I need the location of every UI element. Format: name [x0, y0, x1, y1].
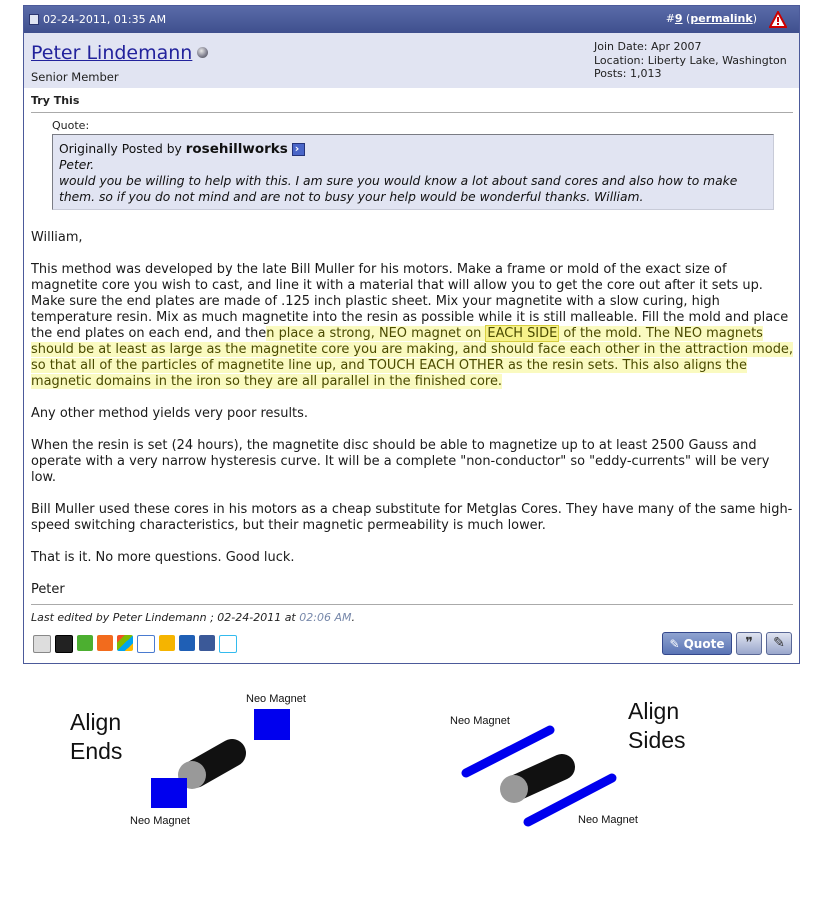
post-icon: [29, 14, 39, 25]
magnet-alignment-diagram: [0, 670, 819, 900]
quote-box: [52, 134, 774, 210]
highlight-each-side: EACH SIDE: [487, 326, 558, 341]
permalink-link[interactable]: permalink: [690, 12, 753, 25]
greeting: William,: [31, 230, 83, 245]
digg-icon[interactable]: [33, 635, 51, 653]
edited-suffix: .: [351, 611, 355, 624]
align-ends-title-2: Ends: [70, 738, 123, 764]
neo-magnet-label-bottom-left: Neo Magnet: [130, 815, 190, 827]
forum-post: [23, 5, 800, 664]
edited-prefix: Last edited by Peter Lindemann ; 02-24-2011 at: [31, 611, 300, 624]
quick-reply-icon: ✎: [773, 635, 785, 651]
post-title: Try This: [31, 94, 80, 107]
offline-status-icon: [197, 47, 208, 58]
edited-time: 02:06 AM: [299, 611, 352, 624]
quick-reply-button[interactable]: [766, 632, 792, 655]
align-ends-title-1: Align: [70, 709, 122, 735]
post-number: [666, 12, 757, 25]
quote-label: Quote:: [52, 119, 90, 132]
quote-button-label: Quote: [683, 636, 725, 651]
location: Location: Liberty Lake, Washington: [594, 53, 787, 67]
paragraph-4: Bill Muller used these cores in his motors as a cheap substitute for Metglas Cores. They have many of the same high-speed switching characteristics, but their magnetic permeability is much lower.: [31, 502, 793, 533]
delicious-icon[interactable]: [55, 635, 73, 653]
google-icon[interactable]: [137, 635, 155, 653]
furl-icon[interactable]: [97, 635, 113, 651]
post-date-text: 02-24-2011, 01:35 AM: [43, 13, 167, 26]
quote-prefix: Originally Posted by: [59, 142, 182, 156]
join-date: Join Date: Apr 2007: [594, 40, 702, 53]
paragraph-1: [31, 262, 796, 390]
multi-quote-button[interactable]: [736, 632, 762, 655]
user-title: Senior Member: [31, 70, 119, 84]
post-number-link[interactable]: 9: [674, 12, 683, 25]
post-count: Posts: 1,013: [594, 67, 662, 80]
twitter-icon[interactable]: [219, 635, 237, 653]
neo-magnet-label-top-left: Neo Magnet: [246, 693, 306, 705]
title-divider: [31, 112, 793, 113]
quote-author: rosehillworks: [185, 141, 288, 157]
view-post-icon[interactable]: [292, 143, 305, 156]
social-bookmarks: [33, 635, 237, 653]
user-info-bar: [24, 33, 799, 88]
quote-pen-icon: ✎: [669, 636, 680, 651]
technorati-icon[interactable]: [77, 635, 93, 651]
last-edited-note: [31, 611, 355, 624]
post-date: [29, 13, 166, 26]
user-details: [594, 40, 787, 81]
paragraph-5: That is it. No more questions. Good luck.: [31, 550, 295, 565]
multi-quote-icon: ❞: [745, 635, 753, 651]
quote-attribution: [59, 141, 767, 157]
report-warning-icon[interactable]: [769, 11, 787, 28]
quote-line-2: would you be willing to help with this. I am sure you would know a lot about sand cores and also how to make them. so if you do not mind and are not to busy your help would be wonderful thanks. William.: [59, 174, 738, 204]
post-body: [31, 230, 796, 614]
post-actions: [662, 632, 792, 655]
highlight-part-b: of the mold. The NEO magnets should be at least as large as the magnetite core you are making, and should face each other in the attraction mode, so that all of the particles of magnetite line up, and TOUCH EACH OTHER as the resin sets. This also aligns the magnetic domains in the iron so they are all parallel in the finished core.: [31, 326, 793, 389]
paragraph-3: When the resin is set (24 hours), the magnetite disc should be able to magnetize up to at least 2500 Gauss and operate with a very narrow hysteresis curve. It will be a complete "non-conductor" so "eddy-currents" will be very low.: [31, 438, 770, 485]
paragraph-2: Any other method yields very poor results.: [31, 406, 308, 421]
align-sides-title-2: Sides: [628, 727, 686, 753]
paragraph-1-text: This method was developed by the late Bill Muller for his motors. Make a frame or mold of the exact size of magnetite core you wish to cast, and line it with a material that will allow you to get the core out after it sets up. Make sure the end plates are made of .125 inch plastic sheet. Mix your magnetite with a slow curing, high temperature resin. Mix as much magnetite into the resin as possible while it is still malleable. Fill the mold and place the end plates on each end, and the: [31, 262, 789, 341]
neo-magnet-top-left: [254, 709, 290, 740]
permalink-close: ): [752, 12, 757, 25]
signoff: Peter: [31, 582, 65, 597]
post-number-prefix: #: [665, 12, 675, 25]
core-end-right: [500, 775, 528, 803]
align-sides-title-1: Align: [628, 698, 680, 724]
highlight-part-a: n place a strong, NEO magnet on: [266, 326, 486, 341]
signature-divider: [31, 604, 793, 605]
neo-magnet-label-bottom-right: Neo Magnet: [578, 814, 638, 826]
facebook-icon[interactable]: [199, 635, 215, 651]
username-link[interactable]: [31, 42, 208, 64]
quote-line-1: Peter.: [59, 158, 95, 172]
myspace-icon[interactable]: [179, 635, 195, 651]
username-text[interactable]: Peter Lindemann: [31, 42, 193, 64]
neo-magnet-bottom-left: [151, 778, 187, 808]
windows-live-icon[interactable]: [117, 635, 133, 651]
neo-magnet-label-top-right: Neo Magnet: [450, 715, 510, 727]
post-header: [24, 6, 799, 33]
download-icon[interactable]: [159, 635, 175, 651]
permalink-open: (: [682, 12, 691, 25]
quote-button[interactable]: [662, 632, 732, 655]
